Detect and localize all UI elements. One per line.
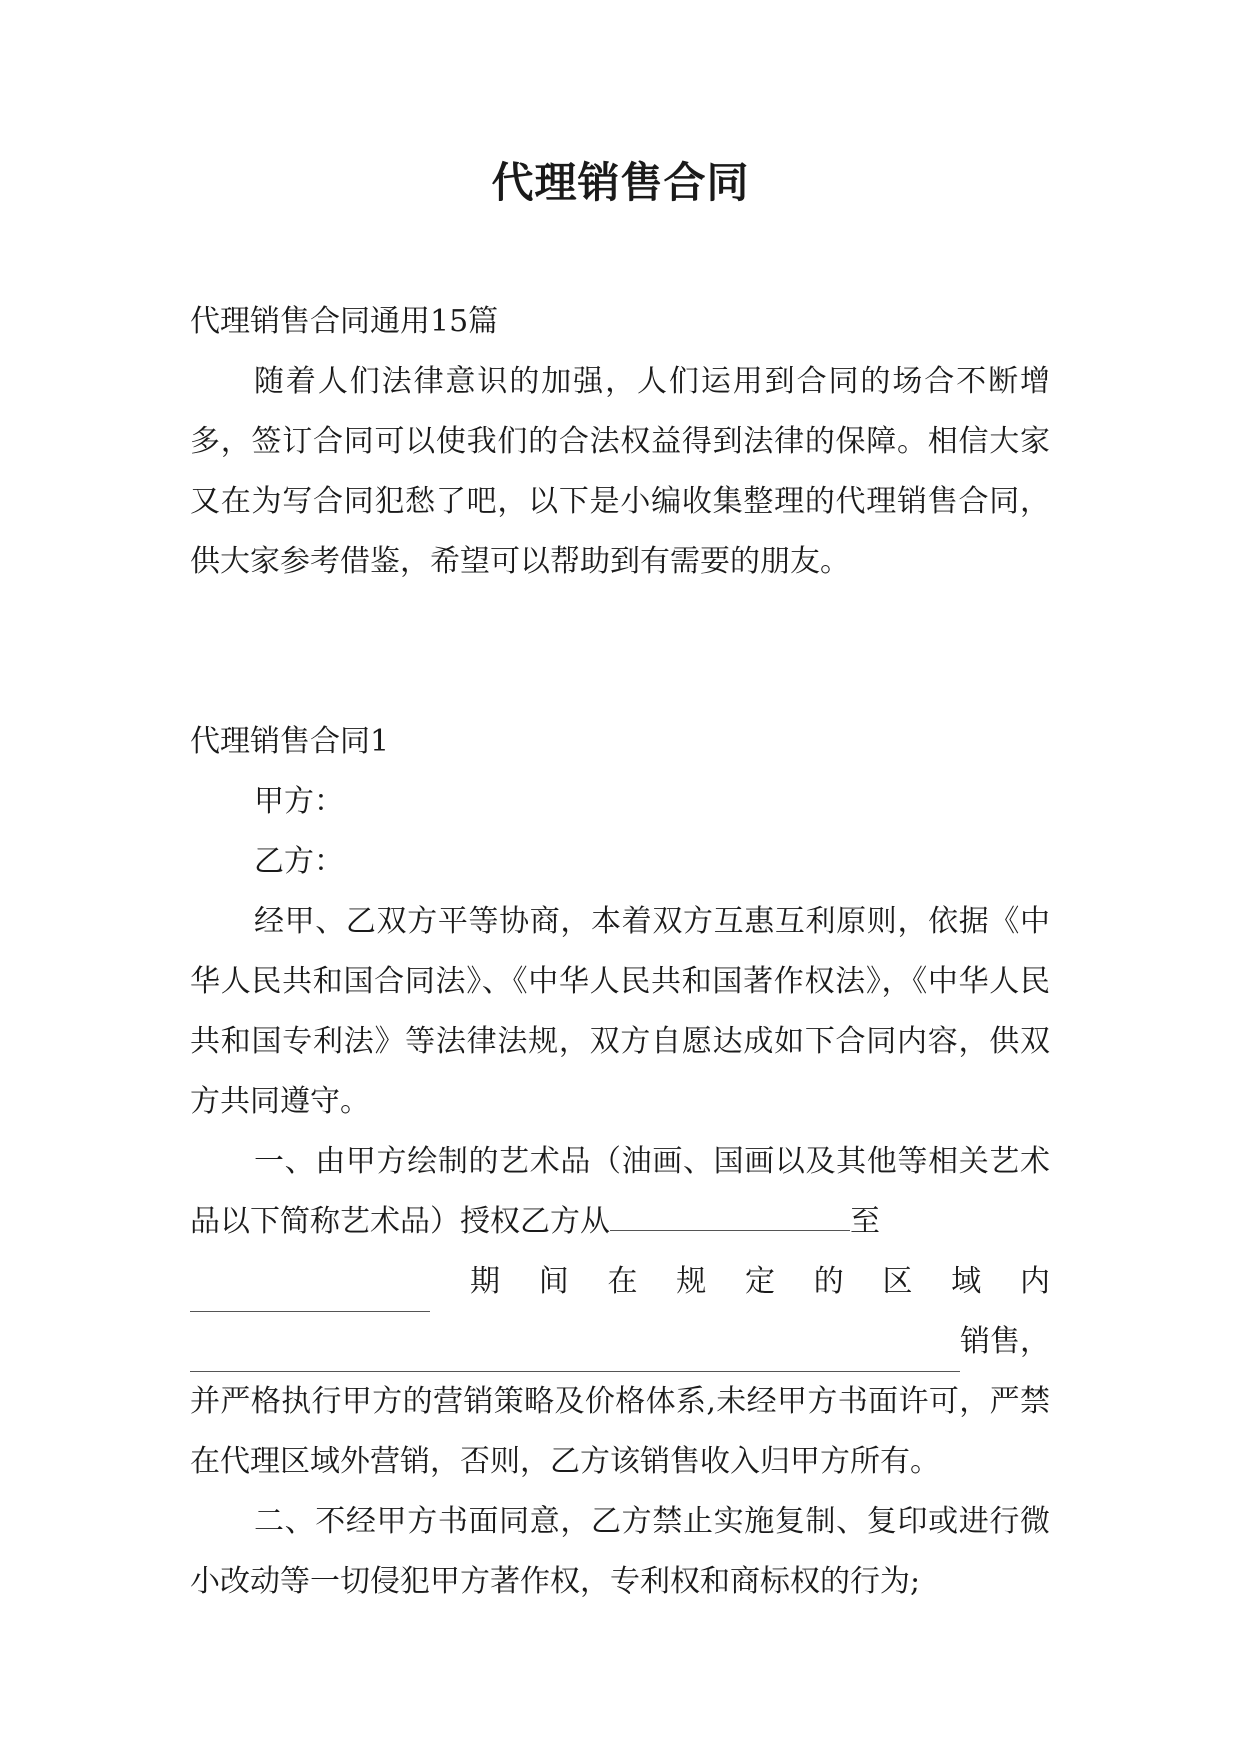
- party-a-line: 甲方：: [254, 784, 344, 819]
- start-date-blank: [610, 1194, 850, 1231]
- period-word: 期: [470, 1264, 500, 1299]
- period-word: 区: [882, 1264, 913, 1299]
- period-word: 域: [951, 1264, 982, 1299]
- preamble-paragraph: 经甲、乙双方平等协商，本着双方互惠互利原则，依据《中华人民共和国合同法》、《中华人民共和国著作权法》，《中华人民共和国专利法》等法律法规，双方自愿达成如下合同内容，供双方共同遵守。: [190, 904, 1050, 1119]
- section-spacer: [190, 592, 1050, 712]
- clause-1-paragraph: [190, 1132, 1050, 1252]
- clause-1-period-line: [190, 1252, 1050, 1312]
- period-words: [470, 1252, 1050, 1312]
- region-blank: [190, 1335, 960, 1372]
- clause-1-text: 一、由甲方绘制的艺术品（油画、国画以及其他等相关艺术品以下简称艺术品）授权乙方从: [190, 1144, 1050, 1239]
- period-word: 内: [1020, 1264, 1050, 1299]
- section-heading: 代理销售合同1: [190, 724, 390, 759]
- clause-1-sell: 销售，: [960, 1324, 1050, 1359]
- end-date-blank: [190, 1275, 430, 1312]
- clause-1-region-line: [190, 1312, 1050, 1372]
- document-title: 代理销售合同: [491, 158, 750, 207]
- clause-1-continuation: 并严格执行甲方的营销策略及价格体系,未经甲方书面许可，严禁在代理区域外营销，否则，乙方该销售收入归甲方所有。: [190, 1384, 1050, 1479]
- period-word: 定: [745, 1264, 775, 1299]
- period-word: 的: [813, 1264, 844, 1299]
- document-body: [190, 292, 1050, 1612]
- document-subtitle: 代理销售合同通用15篇: [190, 304, 499, 339]
- period-word: 规: [676, 1264, 707, 1299]
- period-word: 在: [607, 1264, 638, 1299]
- party-b-line: 乙方：: [254, 844, 344, 879]
- period-word: 间: [538, 1264, 569, 1299]
- intro-paragraph: 随着人们法律意识的加强，人们运用到合同的场合不断增多，签订合同可以使我们的合法权益得到法律的保障。相信大家又在为写合同犯愁了吧，以下是小编收集整理的代理销售合同，供大家参考借鉴，希望可以帮助到有需要的朋友。: [190, 364, 1050, 579]
- clause-1-to: 至: [850, 1204, 880, 1239]
- clause-2-paragraph: 二、不经甲方书面同意，乙方禁止实施复制、复印或进行微小改动等一切侵犯甲方著作权，专利权和商标权的行为;: [190, 1504, 1050, 1599]
